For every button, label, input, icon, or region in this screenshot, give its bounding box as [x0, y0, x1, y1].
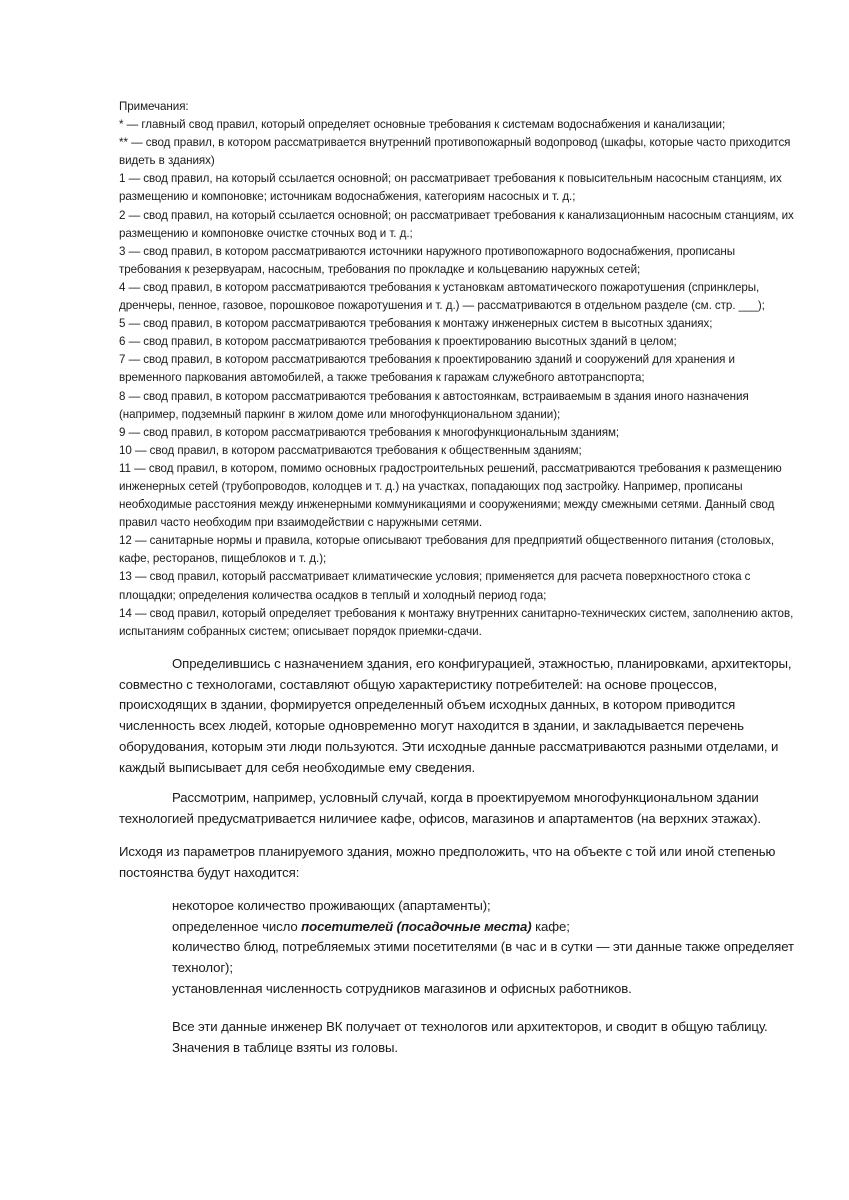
note-item: 9 — свод правил, в котором рассматриваются требования к многофункциональным зданиям;	[119, 425, 620, 439]
note-item: 10 — свод правил, в котором рассматриваются требования к общественным зданиям;	[119, 443, 582, 457]
body-paragraph: Исходя из параметров планируемого здания, можно предположить, что на объекте с той или иной степенью постоянства будут находится:	[119, 844, 776, 880]
note-item: 7 — свод правил, в котором рассматриваются требования к проектированию зданий и сооружений для хранения и временного паркования автомобилей, а также требования к гаражам служебного автотранспорта;	[119, 353, 735, 385]
body-paragraph: Определившись с назначением здания, его конфигурацией, этажностью, планировками, архитекторы, совместно с технологами, составляют общую характеристику потребителей: на основе процессов, происходящих в здании, формируется определенный объем исходных данных, в котором приводится численность всех людей, которые одновременно могут находится в здании, и закладывается перечень оборудования, которым эти люди пользуются. Эти исходные данные рассматриваются разными отделами, и каждый выписывает для себя необходимые ему сведения.	[119, 656, 792, 775]
note-item: 2 — свод правил, на который ссылается основной; он рассматривает требования к канализационным насосным станциям, их размещению и компоновке очистке сточных вод и т. д.;	[119, 208, 794, 240]
note-item: 5 — свод правил, в котором рассматриваются требования к монтажу инженерных систем в высотных зданиях;	[119, 317, 713, 331]
note-item: 11 — свод правил, в котором, помимо основных градостроительных решений, рассматриваются требования к размещению инженерных сетей (трубопроводов, колодцев и т. д.) на участках, попадающих под застройку. Например, прописаны необходимые расстояния между инженерными коммуникациями и сооружениями; между смежными сетями. Данный свод правил часто необходим при взаимодействии с наружными сетями.	[119, 461, 782, 530]
note-item: * — главный свод правил, который определяет основные требования к системам водоснабжения и канализации;	[119, 118, 726, 132]
note-item: 14 — свод правил, который определяет требования к монтажу внутренних санитарно-технических систем, заполнению актов, испытаниям собранных систем; описывает порядок приемки-сдачи.	[119, 606, 794, 638]
list-item: количество блюд, потребляемых этими посетителями (в час и в сутки — эти данные также определяет технолог);	[172, 939, 794, 976]
note-item: 4 — свод правил, в котором рассматриваются требования к установкам автоматического пожаротушения (спринклеры, дренчеры, пенное, газовое, порошковое пожаротушения и т. д.) — рассматриваются в отдельном разделе (см. стр. ___);	[119, 280, 765, 313]
list-item	[172, 917, 798, 938]
note-item: 3 — свод правил, в котором рассматриваются источники наружного противопожарного водоснабжения, прописаны требования к резервуарам, насосным, требования по прокладке и кольцеванию наружных сетей;	[119, 244, 735, 276]
paragraph-consumers	[119, 654, 799, 778]
paragraph-example	[119, 788, 799, 829]
body-paragraph: Все эти данные инженер ВК получает от технологов или архитекторов, и сводит в общую таблицу. Значения в таблице взяты из головы.	[172, 1019, 768, 1055]
list-item: установленная численность сотрудников магазинов и офисных работников.	[172, 980, 632, 996]
emphasis-text: посетителей (посадочные места)	[301, 918, 532, 934]
body-paragraph: Рассмотрим, например, условный случай, когда в проектируемом многофункциональном здании технологией предусматривается ниличиее кафе, офисов, магазинов и апартаментов (на верхних этажах).	[119, 790, 761, 826]
note-item: 12 — санитарные нормы и правила, которые описывают требования для предприятий общественного питания (столовых, кафе, ресторанов, пищеблоков и т. д.);	[119, 534, 775, 566]
note-item: 8 — свод правил, в котором рассматриваются требования к автостоянкам, встраиваемым в здания иного назначения (например, подземный паркинг в жилом доме или многофункциональном здании);	[119, 389, 749, 421]
occupants-list	[172, 896, 798, 1000]
note-item: 6 — свод правил, в котором рассматриваются требования к проектированию высотных зданий в целом;	[119, 335, 677, 349]
note-item: ** — свод правил, в котором рассматривается внутренний противопожарный водопровод (шкафы, которые часто приходится видеть в зданиях)	[119, 136, 791, 168]
closing-paragraph	[172, 1017, 798, 1058]
list-item-text: кафе;	[531, 918, 570, 934]
note-item: 13 — свод правил, который рассматривает климатические условия; применяется для расчета поверхностного стока с площадки; определения количества осадков в теплый и холодный период года;	[119, 570, 751, 602]
paragraph-assumption	[119, 842, 799, 883]
list-item-text: определенное число	[172, 918, 302, 934]
list-item: некоторое количество проживающих (апартаменты);	[172, 898, 491, 913]
notes-heading: Примечания:	[119, 100, 189, 113]
note-item: 1 — свод правил, на который ссылается основной; он рассматривает требования к повысительным насосным станциям, их размещению и компоновке; источникам водоснабжения, категориям насосных и т. д.;	[119, 172, 782, 204]
notes-section	[119, 98, 799, 641]
